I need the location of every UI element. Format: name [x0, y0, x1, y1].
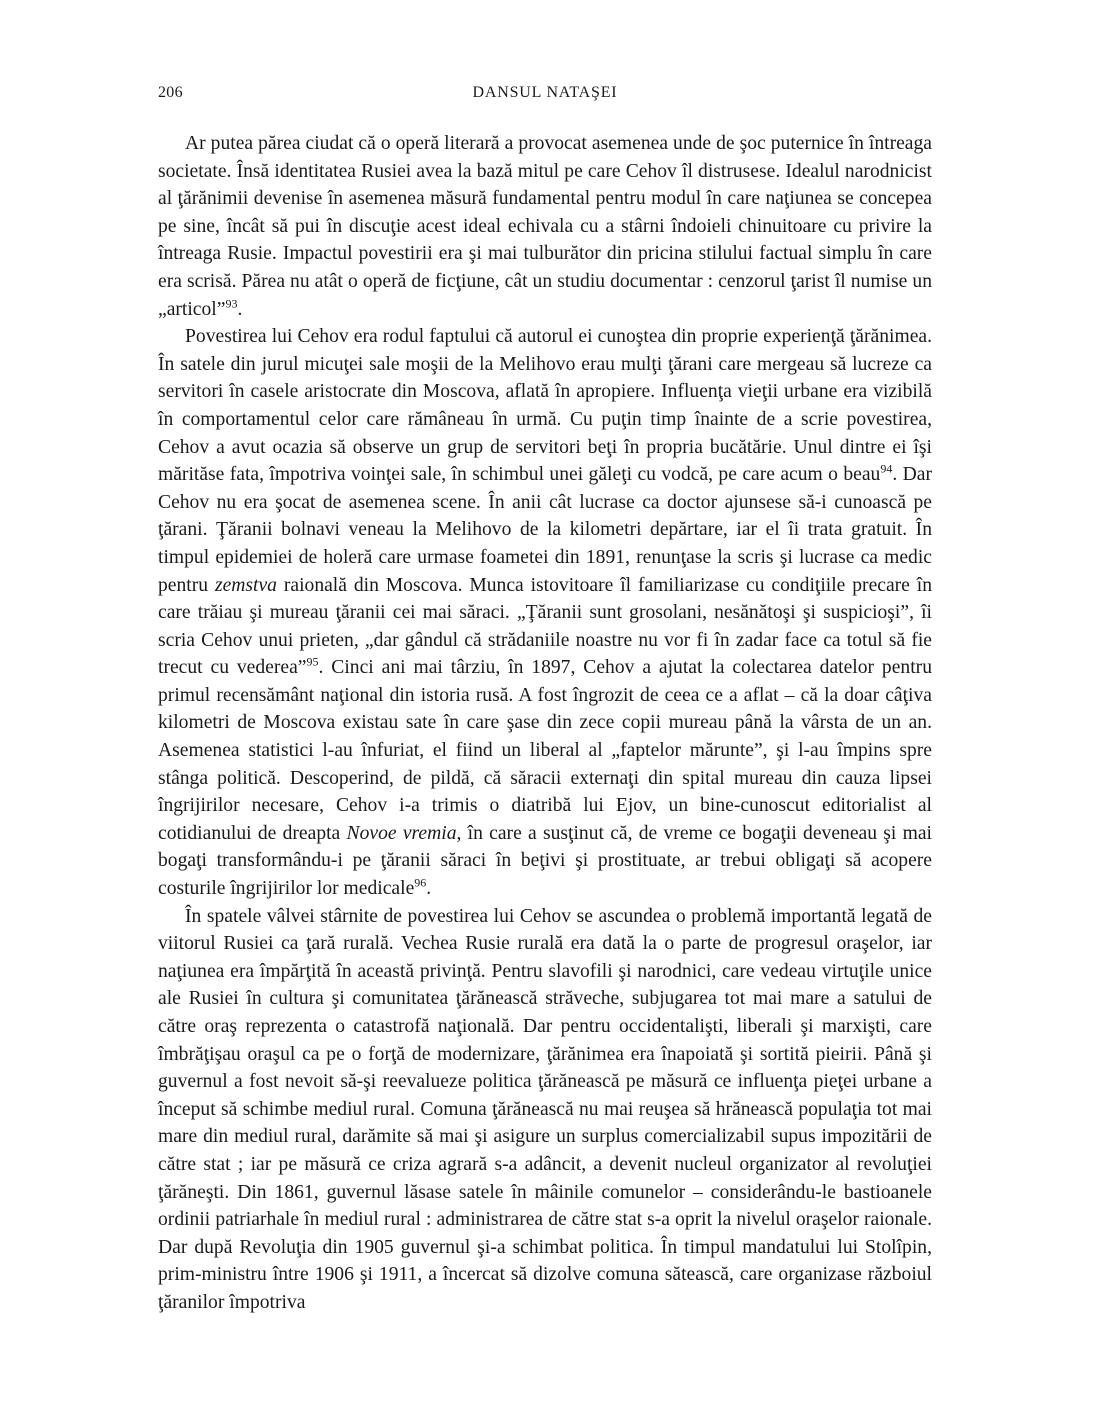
- paragraph: [158, 903, 932, 1317]
- footnote-reference: 96: [414, 875, 427, 890]
- book-page: [158, 84, 932, 1317]
- paragraph-text: raională din Moscova. Munca istovitoare îl familiarizase cu condiţiile precare în care trăiau şi mureau ţăranii cei mai săraci. „Ţăranii sunt grosolani, nesănătoşi şi suspicioşi”, îi scria Cehov unui prieten, „dar gândul că strădaniile noastre nu vor fi în zadar face ca totul să fie trecut cu vederea”: [158, 574, 932, 679]
- italic-term: Novoe vremia: [346, 822, 457, 844]
- page-header: [158, 84, 932, 114]
- page-number: 206: [158, 84, 183, 101]
- italic-term: zemstva: [214, 574, 277, 596]
- paragraph: [158, 323, 932, 902]
- paragraph-text: .: [237, 298, 243, 320]
- paragraph: [158, 130, 932, 323]
- footnote-reference: 95: [306, 654, 319, 669]
- paragraph-text: . Cinci ani mai târziu, în 1897, Cehov a ajutat la colectarea datelor pentru primul recensământ naţional din istoria rusă. A fost îngrozit de ceea ce a aflat – că la doar câţiva kilometri de Moscova existau sate în care şase din zece copii mureau până la vârsta de un an. Asemenea statistici l-au înfuriat, el fiind un liberal al „faptelor mărunte”, şi l-au împins spre stânga politică. Descoperind, de pildă, că săracii externaţi din spital mureau din cauza lipsei îngrijirilor necesare, Cehov i-a trimis o diatribă lui Ejov, un bine-cunoscut editorialist al cotidianului de dreapta: [158, 657, 932, 844]
- footnote-reference: 93: [225, 296, 238, 311]
- running-title: DANSUL NATAŞEI: [472, 84, 618, 101]
- paragraph-text: Ar putea părea ciudat că o operă literară a provocat asemenea unde de şoc puternice în întreaga societate. Însă identitatea Rusiei avea la bază mitul pe care Cehov îl distrusese. Idealul narodnicist al ţărănimii devenise în asemenea măsură fundamental pentru modul în care naţiunea se concepea pe sine, încât să pui în discuţie acest ideal echivala cu a stârni îndoieli chinuitoare cu privire la întreaga Rusie. Impactul povestirii era şi mai tulburător din pricina stilului factual simplu în care era scrisă. Părea nu atât o operă de ficţiune, cât un studiu documentar : cenzorul ţarist îl numise un „articol”: [158, 133, 932, 320]
- paragraph-text: În spatele vâlvei stârnite de povestirea lui Cehov se ascundea o problemă importantă legată de viitorul Rusiei ca ţară rurală. Vechea Rusie rurală era dată la o parte de progresul oraşelor, iar naţiunea era împărţită în această privinţă. Pentru slavofili şi narodnici, care vedeau virtuţile unice ale Rusiei în cultura şi comunitatea ţărănească străveche, subjugarea tot mai mare a satului de către oraş reprezenta o catastrofă naţională. Dar pentru occidentalişti, liberali şi marxişti, care îmbrăţişau oraşul ca pe o forţă de modernizare, ţărănimea era înapoiată şi sortită pieirii. Până şi guvernul a fost nevoit să-şi reevalueze politica ţărănească pe măsură ce influenţa pieţei urbane a început să schimbe mediul rural. Comuna ţărănească nu mai reuşea să hrănească populaţia tot mai mare din mediul rural, darămite să mai şi asigure un surplus comercializabil supus impozitării de către stat ; iar pe măsură ce criza agrară s-a adâncit, a devenit nucleul organizator al revoluţiei ţărăneşti. Din 1861, guvernul lăsase satele în mâinile comunelor – considerându-le bastioanele ordinii patriarhale în mediul rural : administrarea de către stat s-a oprit la nivelul oraşelor raionale. Dar după Revoluţia din 1905 guvernul şi-a schimbat politica. În timpul mandatului lui Stolîpin, prim-ministru între 1906 şi 1911, a încercat să dizolve comuna sătească, care organizase războiul ţăranilor împotriva: [158, 905, 932, 1313]
- paragraph-text: .: [426, 878, 432, 900]
- paragraph-text: . Dar Cehov nu era şocat de asemenea scene. În anii cât lucrase ca doctor ajunsese să-i cunoască pe ţărani. Ţăranii bolnavi veneau la Melihovo de la kilometri depărtare, iar el îi trata gratuit. În timpul epidemiei de holeră care urmase foametei din 1891, renunţase la scris şi lucrase ca medic pentru: [158, 464, 933, 596]
- paragraph-text: Povestirea lui Cehov era rodul faptului că autorul ei cunoştea din proprie experienţă ţărănimea. În satele din jurul micuţei sale moşii de la Melihovo erau mulţi ţărani care mergeau să lucreze ca servitori în casele aristocrate din Moscova, aflată în apropiere. Influenţa vieţii urbane era vizibilă în comportamentul celor care rămâneau în urmă. Cu puţin timp înainte de a scrie povestirea, Cehov a avut ocazia să observe un grup de servitori beţi în propria bucătărie. Unul dintre ei îşi mărităse fata, împotriva voinţei sale, în schimbul unei găleţi cu vodcă, pe care acum o beau: [158, 326, 932, 486]
- body-text: [158, 130, 932, 1317]
- footnote-reference: 94: [880, 461, 893, 476]
- paragraph-text: , în care a susţinut că, de vreme ce bogaţii deveneau şi mai bogaţi transformându-i pe ţăranii săraci în beţivi şi prostituate, ar trebui obligaţi să acopere costurile îngrijirilor lor medicale: [158, 822, 932, 900]
